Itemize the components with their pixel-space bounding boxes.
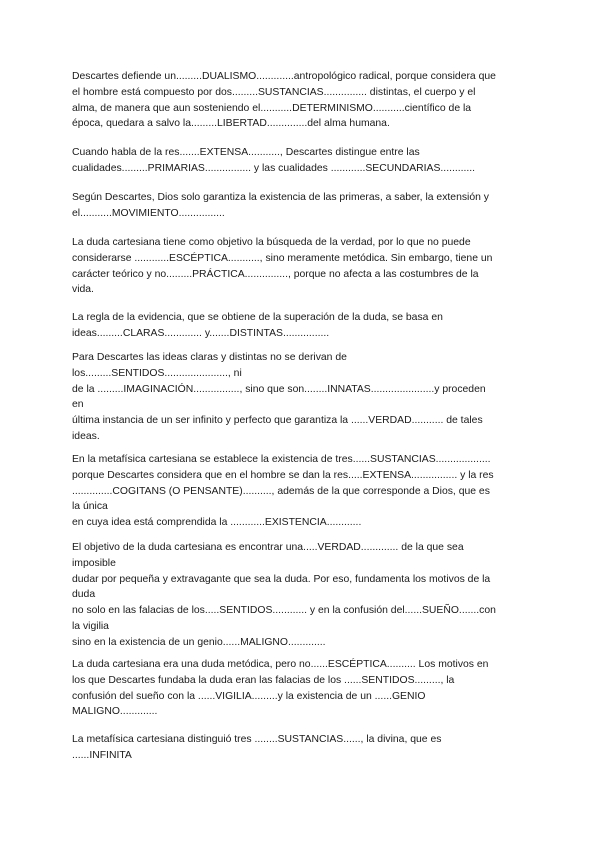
text-line: porque Descartes considera que en el hombre se dan la res.....EXTENSA................ y la res <box>72 469 494 481</box>
text-line: la vigilia <box>72 620 109 632</box>
text-line: confusión del sueño con la ......VIGILIA.........y la existencia de un ......GENIO <box>72 690 426 702</box>
paragraph-metafisica-sustancias <box>72 732 530 764</box>
paragraph-ideas-claras <box>72 350 530 445</box>
text-line: Para Descartes las ideas claras y distintas no se derivan de <box>72 352 347 363</box>
paragraph-dios-garantiza <box>72 190 530 222</box>
text-line: carácter teórico y no.........PRÁCTICA..............., porque no afecta a las costumbres de la <box>72 268 479 280</box>
paragraph-dualismo <box>72 69 530 132</box>
text-line: Cuando habla de la res.......EXTENSA..........., Descartes distingue entre las <box>72 147 420 158</box>
text-line: ..............COGITANS (O PENSANTE).........., además de la que corresponde a Dios, que es <box>72 485 490 497</box>
text-line: Según Descartes, Dios solo garantiza la existencia de las primeras, a saber, la extensión y <box>72 192 489 203</box>
text-line: última instancia de un ser infinito y perfecto que garantiza la ......VERDAD........... de tales <box>72 415 483 427</box>
text-line: los.........SENTIDOS......................, ni <box>72 367 242 379</box>
text-line: MALIGNO............. <box>72 706 158 718</box>
text-line: duda <box>72 589 96 601</box>
text-line: El objetivo de la duda cartesiana es encontrar una.....VERDAD............. de la que sea <box>72 542 464 553</box>
text-line: imposible <box>72 557 116 569</box>
paragraph-regla-evidencia <box>72 310 530 342</box>
text-line: en cuya idea está comprendida la ............EXISTENCIA............ <box>72 517 362 529</box>
text-line: La duda cartesiana tiene como objetivo la búsqueda de la verdad, por lo que no puede <box>72 237 471 248</box>
text-line: sino en la existencia de un genio......MALIGNO............. <box>72 636 326 648</box>
text-line: ideas. <box>72 430 100 442</box>
paragraph-objetivo-duda <box>72 540 530 651</box>
text-line: dudar por pequeña y extravagante que sea la duda. Por eso, fundamenta los motivos de la <box>72 573 491 585</box>
text-line: La duda cartesiana era una duda metódica, pero no......ESCÉPTICA.......... Los motivos en <box>72 659 489 670</box>
text-line: En la metafísica cartesiana se establece la existencia de tres......SUSTANCIAS................... <box>72 454 491 465</box>
text-line: considerarse ............ESCÉPTICA..........., sino meramente metódica. Sin embargo, tiene un <box>72 252 493 264</box>
text-line: en <box>72 399 84 411</box>
text-line: el hombre está compuesto por dos.........SUSTANCIAS............... distintas, el cuerpo y el <box>72 86 476 98</box>
text-line: La regla de la evidencia, que se obtiene de la superación de la duda, se basa en <box>72 312 443 323</box>
text-line: Descartes defiende un.........DUALISMO.............antropológico radical, porque considera que <box>72 71 496 82</box>
paragraph-duda-objetivo <box>72 235 530 298</box>
text-line: vida. <box>72 284 94 296</box>
paragraph-tres-sustancias <box>72 452 530 531</box>
text-line: época, quedara a salvo la.........LIBERTAD..............del alma humana. <box>72 118 390 130</box>
text-line: La metafísica cartesiana distinguió tres ........SUSTANCIAS......, la divina, que es <box>72 734 442 745</box>
text-line: el...........MOVIMIENTO................ <box>72 207 225 219</box>
text-line: ......INFINITA <box>72 749 132 761</box>
paragraph-duda-metodica <box>72 657 530 720</box>
text-line: cualidades.........PRIMARIAS................ y las cualidades ............SECUNDARIAS............ <box>72 162 476 174</box>
text-line: no solo en las falacias de los.....SENTIDOS............ y en la confusión del......SUEÑO.......con <box>72 605 496 617</box>
text-line: los que Descartes fundaba la duda eran las falacias de los ......SENTIDOS........., la <box>72 674 455 686</box>
paragraph-res-extensa <box>72 145 530 177</box>
text-line: alma, de manera que aun sosteniendo el...........DETERMINISMO...........científico de la <box>72 102 472 114</box>
text-line: ideas.........CLARAS............. y.......DISTINTAS................ <box>72 327 330 339</box>
text-line: la única <box>72 501 108 513</box>
text-line: de la .........IMAGINACIÓN................, sino que son........INNATAS......................y proceden <box>72 383 486 395</box>
